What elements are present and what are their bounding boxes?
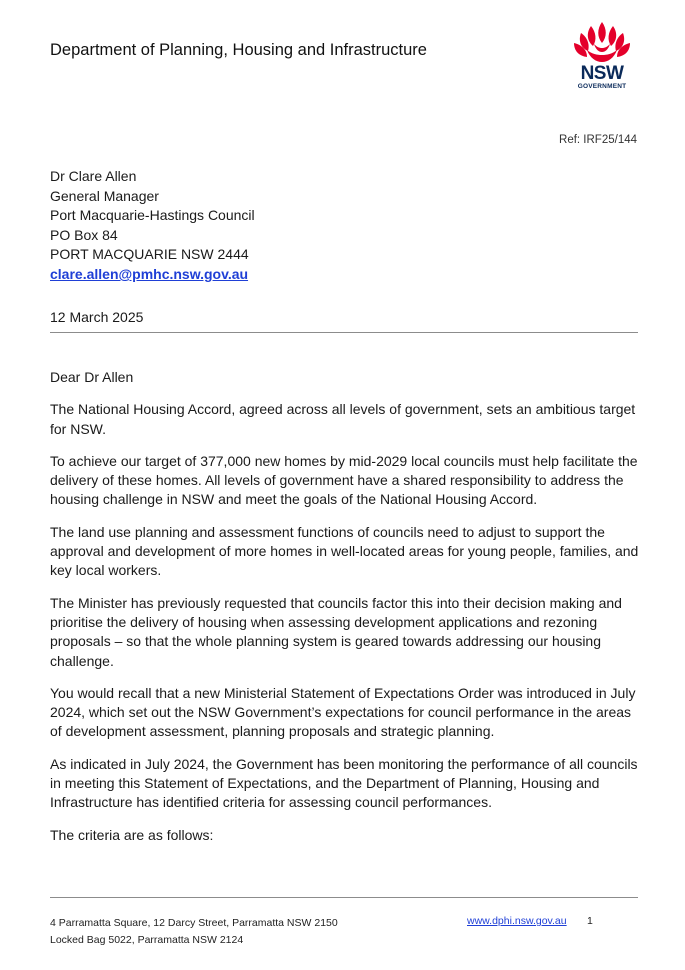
footer-address-line2: Locked Bag 5022, Parramatta NSW 2124 bbox=[50, 933, 244, 946]
body-paragraph: As indicated in July 2024, the Government has been monitoring the performance of all councils in meeting this Statement of Expectations, and the Department of Planning, Housing and Infrastructure has identified criteria for assessing council performances. bbox=[50, 755, 638, 811]
recipient-city: PORT MACQUARIE NSW 2444 bbox=[50, 246, 249, 263]
logo-wordmark: NSW bbox=[580, 63, 624, 84]
divider bbox=[50, 332, 638, 333]
page-number: 1 bbox=[587, 915, 593, 927]
body-paragraph: To achieve our target of 377,000 new homes by mid-2029 local councils must help facilitate the delivery of these homes. All levels of government have a shared responsibility to address the housing challenge in NSW and meet the goals of the National Housing Accord. bbox=[50, 452, 638, 508]
footer-address bbox=[50, 915, 338, 948]
body-paragraph: The criteria are as follows: bbox=[50, 826, 214, 843]
letter-date: 12 March 2025 bbox=[50, 309, 144, 325]
footer-website-link[interactable]: www.dphi.nsw.gov.au bbox=[467, 915, 567, 927]
body-paragraph: The land use planning and assessment functions of councils need to adjust to support the approval and development of more homes in well-located areas for young people, families, and key local workers. bbox=[50, 523, 639, 579]
salutation: Dear Dr Allen bbox=[50, 369, 134, 385]
reference-number: Ref: IRF25/144 bbox=[559, 134, 637, 146]
recipient-po-box: PO Box 84 bbox=[50, 226, 118, 243]
body-paragraph: The National Housing Accord, agreed across all levels of government, sets an ambitious target for NSW. bbox=[50, 401, 636, 437]
department-title: Department of Planning, Housing and Infrastructure bbox=[50, 41, 427, 59]
logo-subtext: GOVERNMENT bbox=[577, 83, 627, 90]
recipient-address bbox=[50, 167, 255, 285]
recipient-email-link[interactable]: clare.allen@pmhc.nsw.gov.au bbox=[50, 265, 249, 282]
recipient-name: Dr Clare Allen bbox=[50, 168, 137, 184]
recipient-organisation: Port Macquarie-Hastings Council bbox=[50, 207, 255, 224]
waratah-icon bbox=[566, 20, 638, 66]
recipient-title: General Manager bbox=[50, 187, 159, 204]
letter-body bbox=[50, 368, 640, 858]
body-paragraph: The Minister has previously requested that councils factor this into their decision making and prioritise the delivery of housing when assessing development applications and rezoning proposals – so that the whole planning system is geared towards addressing our housing challenge. bbox=[50, 594, 622, 669]
body-paragraph: You would recall that a new Ministerial Statement of Expectations Order was introduced in July 2024, which set out the NSW Government’s expectations for council performance in the areas of development assessment, planning proposals and strategic planning. bbox=[50, 684, 636, 740]
nsw-government-logo bbox=[566, 20, 638, 92]
footer-address-line1: 4 Parramatta Square, 12 Darcy Street, Parramatta NSW 2150 bbox=[50, 917, 338, 929]
footer-divider bbox=[50, 897, 638, 898]
